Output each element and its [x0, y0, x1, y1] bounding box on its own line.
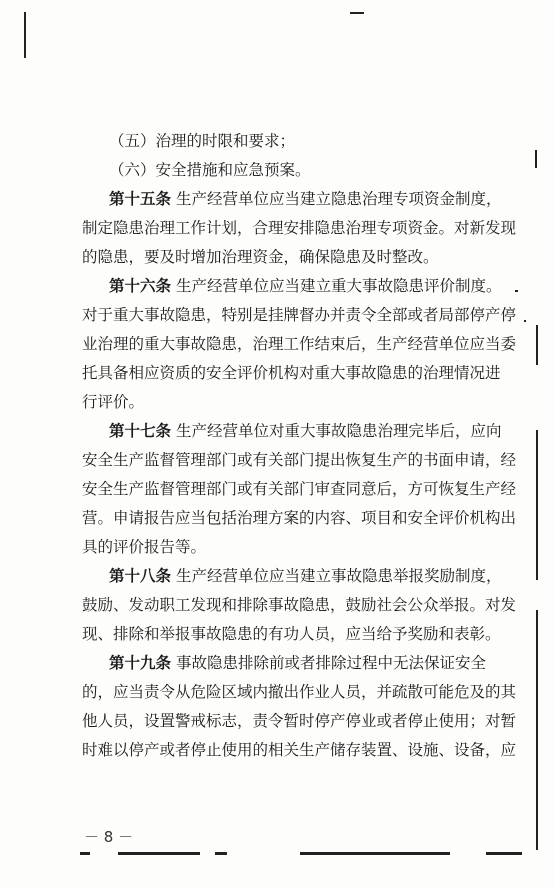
paragraph-line — [109, 653, 486, 673]
article-text: 生产经营单位应当建立事故隐患举报奖励制度， — [175, 567, 502, 585]
paragraph-line — [109, 566, 502, 586]
article-number: 第十九条 — [109, 653, 172, 672]
paragraph-line: 的，应当责令从危险区域内撤出作业人员，并疏散可能危及的其 — [82, 683, 517, 701]
article-number: 第十七条 — [109, 421, 172, 440]
article-number: 第十五条 — [109, 189, 172, 208]
paragraph-line: 业治理的重大事故隐患，治理工作结束后，生产经营单位应当委 — [82, 335, 517, 353]
paragraph-line: （六）安全措施和应急预案。 — [109, 161, 311, 179]
paragraph-line: 制定隐患治理工作计划，合理安排隐患治理专项资金。对新发现 — [82, 219, 517, 237]
article-text: 生产经营单位应当建立隐患治理专项资金制度， — [175, 190, 502, 208]
paragraph-line: 鼓励、发动职工发现和排除事故隐患，鼓励社会公众举报。对发 — [82, 596, 517, 614]
article-text: 事故隐患排除前或者排除过程中无法保证安全 — [175, 654, 486, 672]
paragraph-line: 他人员，设置警戒标志，责令暂时停产停业或者停止使用；对暂 — [82, 712, 517, 730]
paragraph-line: （五）治理的时限和要求； — [109, 132, 296, 150]
paragraph-line: 时难以停产或者停止使用的相关生产储存装置、设施、设备，应 — [82, 741, 517, 759]
paragraph-line: 安全生产监督管理部门或有关部门提出恢复生产的书面申请，经 — [82, 451, 517, 469]
paragraph-line: 托具备相应资质的安全评价机构对重大事故隐患的治理情况进 — [82, 364, 501, 382]
paragraph-line — [109, 421, 502, 441]
paragraph-line: 的隐患，要及时增加治理资金，确保隐患及时整改。 — [82, 248, 439, 266]
paragraph-line: 营。申请报告应当包括治理方案的内容、项目和安全评价机构出 — [82, 509, 517, 527]
page-number: － 8 － — [84, 828, 134, 846]
paragraph-line — [109, 189, 502, 209]
paragraph-line: 安全生产监督管理部门或有关部门审查同意后，方可恢复生产经 — [82, 480, 517, 498]
paragraph-line: 现、排除和举报事故隐患的有功人员，应当给予奖励和表彰。 — [82, 625, 501, 643]
paragraph-line — [109, 276, 502, 296]
paragraph-line: 具的评价报告等。 — [82, 538, 207, 556]
paragraph-line: 行评价。 — [82, 393, 145, 411]
article-text: 生产经营单位应当建立重大事故隐患评价制度。 — [175, 277, 502, 295]
paragraph-line: 对于重大事故隐患，特别是挂牌督办并责令全部或者局部停产停 — [82, 306, 517, 324]
article-number: 第十六条 — [109, 276, 172, 295]
article-text: 生产经营单位对重大事故隐患治理完毕后，应向 — [175, 422, 502, 440]
article-number: 第十八条 — [109, 566, 172, 585]
